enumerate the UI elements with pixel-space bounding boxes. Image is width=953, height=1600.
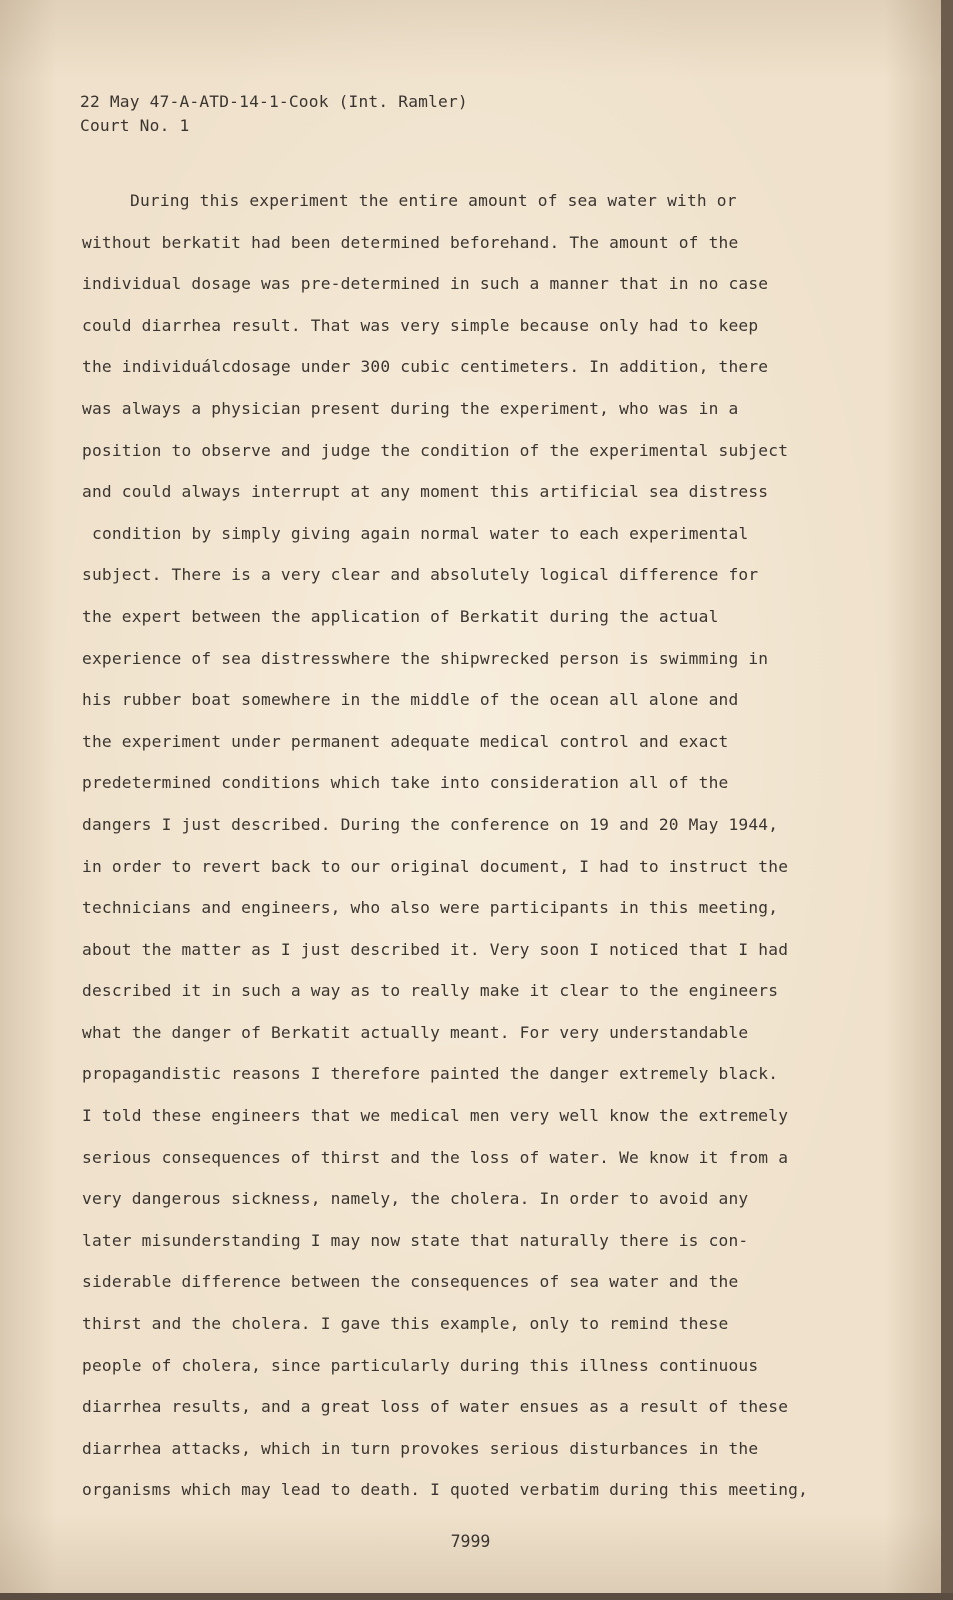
- header-court: Court No. 1: [80, 116, 190, 135]
- document-body: [82, 190, 842, 1521]
- text-line: people of cholera, since particularly during this illness continuous: [82, 1355, 759, 1375]
- text-line: described it in such a way as to really make it clear to the engineers: [82, 981, 779, 1001]
- text-line: technicians and engineers, who also were participants in this meeting,: [82, 898, 779, 918]
- scan-edge-bottom: [0, 1593, 953, 1600]
- text-line: his rubber boat somewhere in the middle of the ocean all alone and: [82, 690, 739, 710]
- text-line: dangers I just described. During the conference on 19 and 20 May 1944,: [82, 814, 779, 834]
- text-line: what the danger of Berkatit actually meant. For very understandable: [82, 1022, 749, 1042]
- text-line: and could always interrupt at any moment this artificial sea distress: [82, 482, 769, 502]
- text-line: individual dosage was pre-determined in such a manner that in no case: [82, 274, 769, 294]
- text-line: without berkatit had been determined beforehand. The amount of the: [82, 232, 739, 252]
- text-line: diarrhea results, and a great loss of water ensues as a result of these: [82, 1397, 789, 1417]
- document-header: [80, 90, 468, 138]
- text-line: condition by simply giving again normal water to each experimental: [92, 523, 749, 543]
- text-line: thirst and the cholera. I gave this example, only to remind these: [82, 1314, 729, 1334]
- text-line: could diarrhea result. That was very simple because only had to keep: [82, 315, 759, 335]
- text-line: experience of sea distresswhere the shipwrecked person is swimming in: [82, 648, 769, 668]
- text-line: I told these engineers that we medical men very well know the extremely: [82, 1106, 789, 1126]
- text-line: was always a physician present during the experiment, who was in a: [82, 398, 739, 418]
- text-line: later misunderstanding I may now state that naturally there is con-: [82, 1230, 749, 1250]
- header-reference: 22 May 47-A-ATD-14-1-Cook (Int. Ramler): [80, 92, 468, 111]
- text-line: predetermined conditions which take into consideration all of the: [82, 773, 729, 793]
- text-line: position to observe and judge the condition of the experimental subject: [82, 440, 789, 460]
- text-line: subject. There is a very clear and absolutely logical difference for: [82, 565, 759, 585]
- text-line: propagandistic reasons I therefore painted the danger extremely black.: [82, 1064, 779, 1084]
- text-line: the experiment under permanent adequate medical control and exact: [82, 731, 729, 751]
- text-line: about the matter as I just described it. Very soon I noticed that I had: [82, 939, 789, 959]
- text-line: During this experiment the entire amount of sea water with or: [130, 191, 737, 210]
- text-line: siderable difference between the consequences of sea water and the: [82, 1272, 739, 1292]
- page-number: 7999: [450, 1532, 491, 1551]
- scan-edge-right: [941, 0, 953, 1600]
- text-line: organisms which may lead to death. I quoted verbatim during this meeting,: [82, 1480, 809, 1500]
- text-line: serious consequences of thirst and the loss of water. We know it from a: [82, 1147, 789, 1167]
- text-line: diarrhea attacks, which in turn provokes serious disturbances in the: [82, 1438, 759, 1458]
- text-line: in order to revert back to our original document, I had to instruct the: [82, 856, 789, 876]
- text-line: the expert between the application of Berkatit during the actual: [82, 606, 719, 626]
- text-line: the individuálcdosage under 300 cubic centimeters. In addition, there: [82, 357, 769, 377]
- text-line: very dangerous sickness, namely, the cholera. In order to avoid any: [82, 1189, 749, 1209]
